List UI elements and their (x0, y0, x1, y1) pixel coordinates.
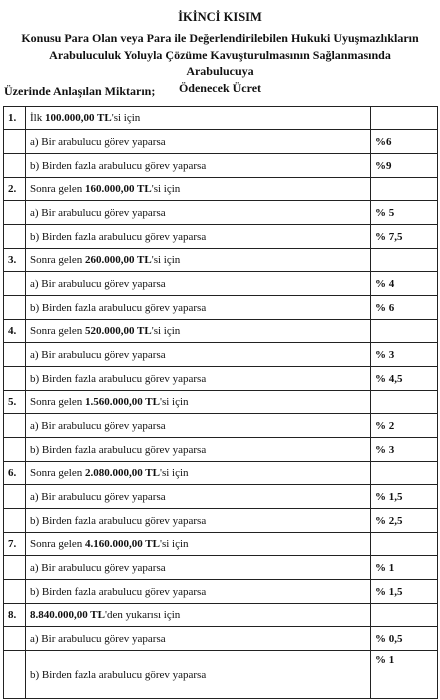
sub-row-single (4, 485, 438, 509)
rate-value: % 6 (371, 296, 438, 320)
tier-prefix: İlk (30, 112, 45, 124)
tier-suffix: 'si için (111, 112, 141, 124)
tier-prefix: Sonra gelen (30, 183, 85, 195)
tier-number: 7. (4, 533, 26, 556)
tier-description (26, 462, 371, 485)
rate-value: % 3 (371, 343, 438, 367)
title-line: Konusu Para Olan veya Para ile Değerlendirilebilen Hukuki Uyuşmazlıkların (21, 31, 419, 45)
blank-cell (4, 627, 26, 651)
tier-prefix: Sonra gelen (30, 254, 85, 266)
tier-rate-empty (371, 533, 438, 556)
tier-description (26, 107, 371, 130)
tier-number: 4. (4, 320, 26, 343)
tier-number: 5. (4, 391, 26, 414)
tier-description (26, 533, 371, 556)
blank-cell (4, 485, 26, 509)
rate-value: %6 (371, 130, 438, 154)
rate-value: % 2 (371, 414, 438, 438)
tier-amount: 4.160.000,00 TL (84, 538, 160, 550)
sub-row-multiple (4, 509, 438, 533)
tier-amount: 520.000,00 TL (84, 325, 152, 337)
tier-suffix: 'si için (159, 396, 189, 408)
sub-description: a) Bir arabulucu görev yaparsa (26, 556, 371, 580)
tier-suffix: 'si için (151, 325, 181, 337)
rate-value: % 1 (371, 651, 438, 699)
tier-rate-empty (371, 320, 438, 343)
sub-description: a) Bir arabulucu görev yaparsa (26, 414, 371, 438)
sub-row-single (4, 627, 438, 651)
blank-cell (4, 130, 26, 154)
sub-description: b) Birden fazla arabulucu görev yaparsa (26, 580, 371, 604)
tier-number: 1. (4, 107, 26, 130)
tier-row (4, 462, 438, 485)
sub-description: a) Bir arabulucu görev yaparsa (26, 272, 371, 296)
tier-row (4, 107, 438, 130)
tier-amount: 100.000,00 TL (44, 112, 112, 124)
sub-description: b) Birden fazla arabulucu görev yaparsa (26, 154, 371, 178)
tier-rate-empty (371, 107, 438, 130)
blank-cell (4, 556, 26, 580)
blank-cell (4, 367, 26, 391)
tier-suffix: 'si için (151, 254, 181, 266)
tier-description (26, 249, 371, 272)
tier-rate-empty (371, 391, 438, 414)
tier-amount: 260.000,00 TL (84, 254, 152, 266)
sub-row-single (4, 130, 438, 154)
tier-number: 8. (4, 604, 26, 627)
rate-value: % 7,5 (371, 225, 438, 249)
sub-row-multiple (4, 580, 438, 604)
tier-number: 6. (4, 462, 26, 485)
sub-row-multiple (4, 225, 438, 249)
tier-description (26, 604, 371, 627)
rate-value: % 3 (371, 438, 438, 462)
tier-description (26, 320, 371, 343)
tier-amount: 8.840.000,00 TL (30, 609, 105, 621)
tier-prefix: Sonra gelen (30, 467, 85, 479)
sub-description: a) Bir arabulucu görev yaparsa (26, 343, 371, 367)
sub-row-multiple (4, 154, 438, 178)
tier-rate-empty (371, 178, 438, 201)
sub-description: b) Birden fazla arabulucu görev yaparsa (26, 296, 371, 320)
blank-cell (4, 651, 26, 699)
sub-row-single (4, 556, 438, 580)
fee-table-body (4, 107, 438, 699)
sub-row-single (4, 201, 438, 225)
sub-description: a) Bir arabulucu görev yaparsa (26, 485, 371, 509)
sub-row-single (4, 343, 438, 367)
blank-cell (4, 438, 26, 462)
sub-description: a) Bir arabulucu görev yaparsa (26, 201, 371, 225)
title-line: Ödenecek Ücret (178, 80, 262, 95)
rate-value: % 1,5 (371, 485, 438, 509)
tier-rate-empty (371, 249, 438, 272)
tier-amount: 160.000,00 TL (84, 183, 152, 195)
tier-number: 3. (4, 249, 26, 272)
part-title: İKİNCİ KISIM (178, 10, 262, 24)
blank-cell (4, 154, 26, 178)
subheading: Üzerinde Anlaşılan Miktarın; (4, 84, 156, 98)
tier-row (4, 178, 438, 201)
tier-suffix: 'si için (151, 183, 181, 195)
tier-suffix: 'si için (159, 538, 189, 550)
rate-value: % 2,5 (371, 509, 438, 533)
tier-suffix: 'den yukarısı için (104, 609, 181, 621)
sub-description: b) Birden fazla arabulucu görev yaparsa (26, 225, 371, 249)
sub-description: a) Bir arabulucu görev yaparsa (26, 130, 371, 154)
sub-row-multiple (4, 296, 438, 320)
sub-description: b) Birden fazla arabulucu görev yaparsa (26, 509, 371, 533)
sub-row-single (4, 414, 438, 438)
tier-rate-empty (371, 604, 438, 627)
rate-value: % 5 (371, 201, 438, 225)
tier-row (4, 533, 438, 556)
tier-description (26, 178, 371, 201)
tier-row (4, 249, 438, 272)
tier-row (4, 391, 438, 414)
blank-cell (4, 272, 26, 296)
sub-description: b) Birden fazla arabulucu görev yaparsa (26, 438, 371, 462)
rate-value: % 0,5 (371, 627, 438, 651)
tier-suffix: 'si için (159, 467, 189, 479)
tier-prefix: Sonra gelen (30, 538, 85, 550)
rate-value: % 1,5 (371, 580, 438, 604)
rate-value: % 4 (371, 272, 438, 296)
blank-cell (4, 225, 26, 249)
tier-prefix: Sonra gelen (30, 325, 85, 337)
blank-cell (4, 296, 26, 320)
title-line: Arabuluculuk Yoluyla Çözüme Kavuşturulmasının Sağlanmasında Arabulucuya (49, 47, 391, 78)
sub-row-multiple (4, 438, 438, 462)
blank-cell (4, 201, 26, 225)
tier-rate-empty (371, 462, 438, 485)
blank-cell (4, 343, 26, 367)
sub-row-multiple (4, 367, 438, 391)
sub-description: b) Birden fazla arabulucu görev yaparsa (26, 651, 371, 699)
sub-description: a) Bir arabulucu görev yaparsa (26, 627, 371, 651)
rate-value: % 1 (371, 556, 438, 580)
tier-number: 2. (4, 178, 26, 201)
sub-description: b) Birden fazla arabulucu görev yaparsa (26, 367, 371, 391)
sub-row-single (4, 272, 438, 296)
tier-description (26, 391, 371, 414)
tier-row (4, 604, 438, 627)
tier-amount: 1.560.000,00 TL (84, 396, 160, 408)
blank-cell (4, 580, 26, 604)
rate-value: %9 (371, 154, 438, 178)
blank-cell (4, 414, 26, 438)
tier-amount: 2.080.000,00 TL (84, 467, 160, 479)
tier-row (4, 320, 438, 343)
rate-value: % 4,5 (371, 367, 438, 391)
sub-row-multiple (4, 651, 438, 699)
fee-table (3, 106, 438, 699)
blank-cell (4, 509, 26, 533)
tier-prefix: Sonra gelen (30, 396, 85, 408)
